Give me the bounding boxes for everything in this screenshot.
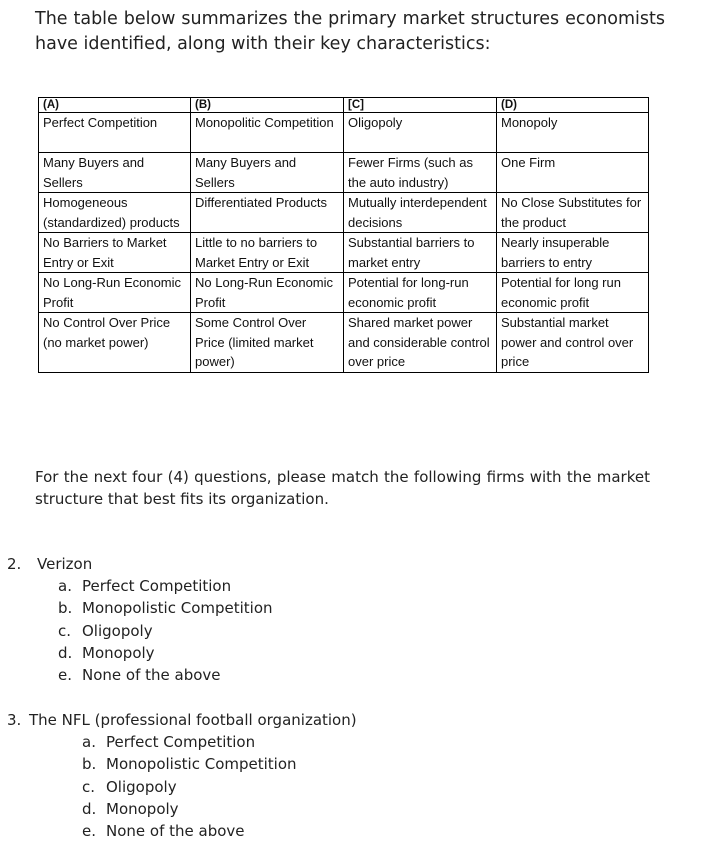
table-cell: Nearly insuperable barriers to entry [497, 233, 649, 273]
answer-option[interactable]: e. None of the above [82, 822, 245, 841]
table-cell: No Long-Run Economic Profit [191, 273, 344, 313]
answer-option[interactable]: a. Perfect Competition [82, 733, 256, 752]
table-row [39, 153, 649, 193]
table-cell: Some Control Over Price (limited market power) [191, 313, 344, 373]
question-number: 3. [7, 711, 22, 729]
header-cell: (A) [39, 98, 191, 113]
table-cell: Perfect Competition [39, 113, 191, 153]
table-header-row [39, 98, 649, 113]
answer-options [82, 731, 357, 842]
header-cell: (D) [497, 98, 649, 113]
table-cell: Monopoly [497, 113, 649, 153]
table-cell: Monopolitic Competition [191, 113, 344, 153]
table-row [39, 113, 649, 153]
answer-option[interactable]: c. Oligopoly [82, 777, 177, 796]
instructions-paragraph: For the next four (4) questions, please match the following firms with the market structure that best fits its organization. [35, 468, 650, 508]
table-cell: Potential for long run economic profit [497, 273, 649, 313]
table-cell: Many Buyers and Sellers [191, 153, 344, 193]
answer-options [58, 575, 273, 686]
table-cell: No Control Over Price (no market power) [39, 313, 191, 373]
answer-option[interactable]: c. Oligopoly [58, 621, 153, 640]
header-cell: (B) [191, 98, 344, 113]
answer-option[interactable]: b. Monopolistic Competition [82, 755, 297, 774]
table-cell: Mutually interdependent decisions [344, 193, 497, 233]
table-cell: Potential for long-run economic profit [344, 273, 497, 313]
question-text: Verizon [37, 555, 93, 573]
question-2 [7, 553, 273, 686]
answer-option[interactable]: a. Perfect Competition [58, 577, 232, 596]
table-cell: Many Buyers and Sellers [39, 153, 191, 193]
answer-option[interactable]: d. Monopoly [58, 643, 155, 662]
table-cell: Little to no barriers to Market Entry or Exit [191, 233, 344, 273]
table-cell: Substantial barriers to market entry [344, 233, 497, 273]
table-cell: No Close Substitutes for the product [497, 193, 649, 233]
answer-option[interactable]: b. Monopolistic Competition [58, 599, 273, 618]
table-cell: No Long-Run Economic Profit [39, 273, 191, 313]
intro-paragraph: The table below summarizes the primary market structures economists have identified, along with their key characteristics: [35, 9, 665, 54]
table-row [39, 313, 649, 373]
table-cell: Homogeneous (standardized) products [39, 193, 191, 233]
answer-option[interactable]: d. Monopoly [82, 799, 179, 818]
table-row [39, 233, 649, 273]
table-row [39, 193, 649, 233]
table-row [39, 273, 649, 313]
table-cell: Substantial market power and control over price [497, 313, 649, 373]
answer-option[interactable]: e. None of the above [58, 666, 221, 685]
table-cell: Differentiated Products [191, 193, 344, 233]
table-cell: Fewer Firms (such as the auto industry) [344, 153, 497, 193]
market-structures-table [38, 97, 649, 373]
question-number: 2. [7, 555, 22, 573]
table-cell: No Barriers to Market Entry or Exit [39, 233, 191, 273]
header-cell: [C] [344, 98, 497, 113]
table-cell: One Firm [497, 153, 649, 193]
question-3 [7, 709, 357, 842]
table-cell: Shared market power and considerable control over price [344, 313, 497, 373]
question-text: The NFL (professional football organization) [29, 711, 357, 729]
table-cell: Oligopoly [344, 113, 497, 153]
